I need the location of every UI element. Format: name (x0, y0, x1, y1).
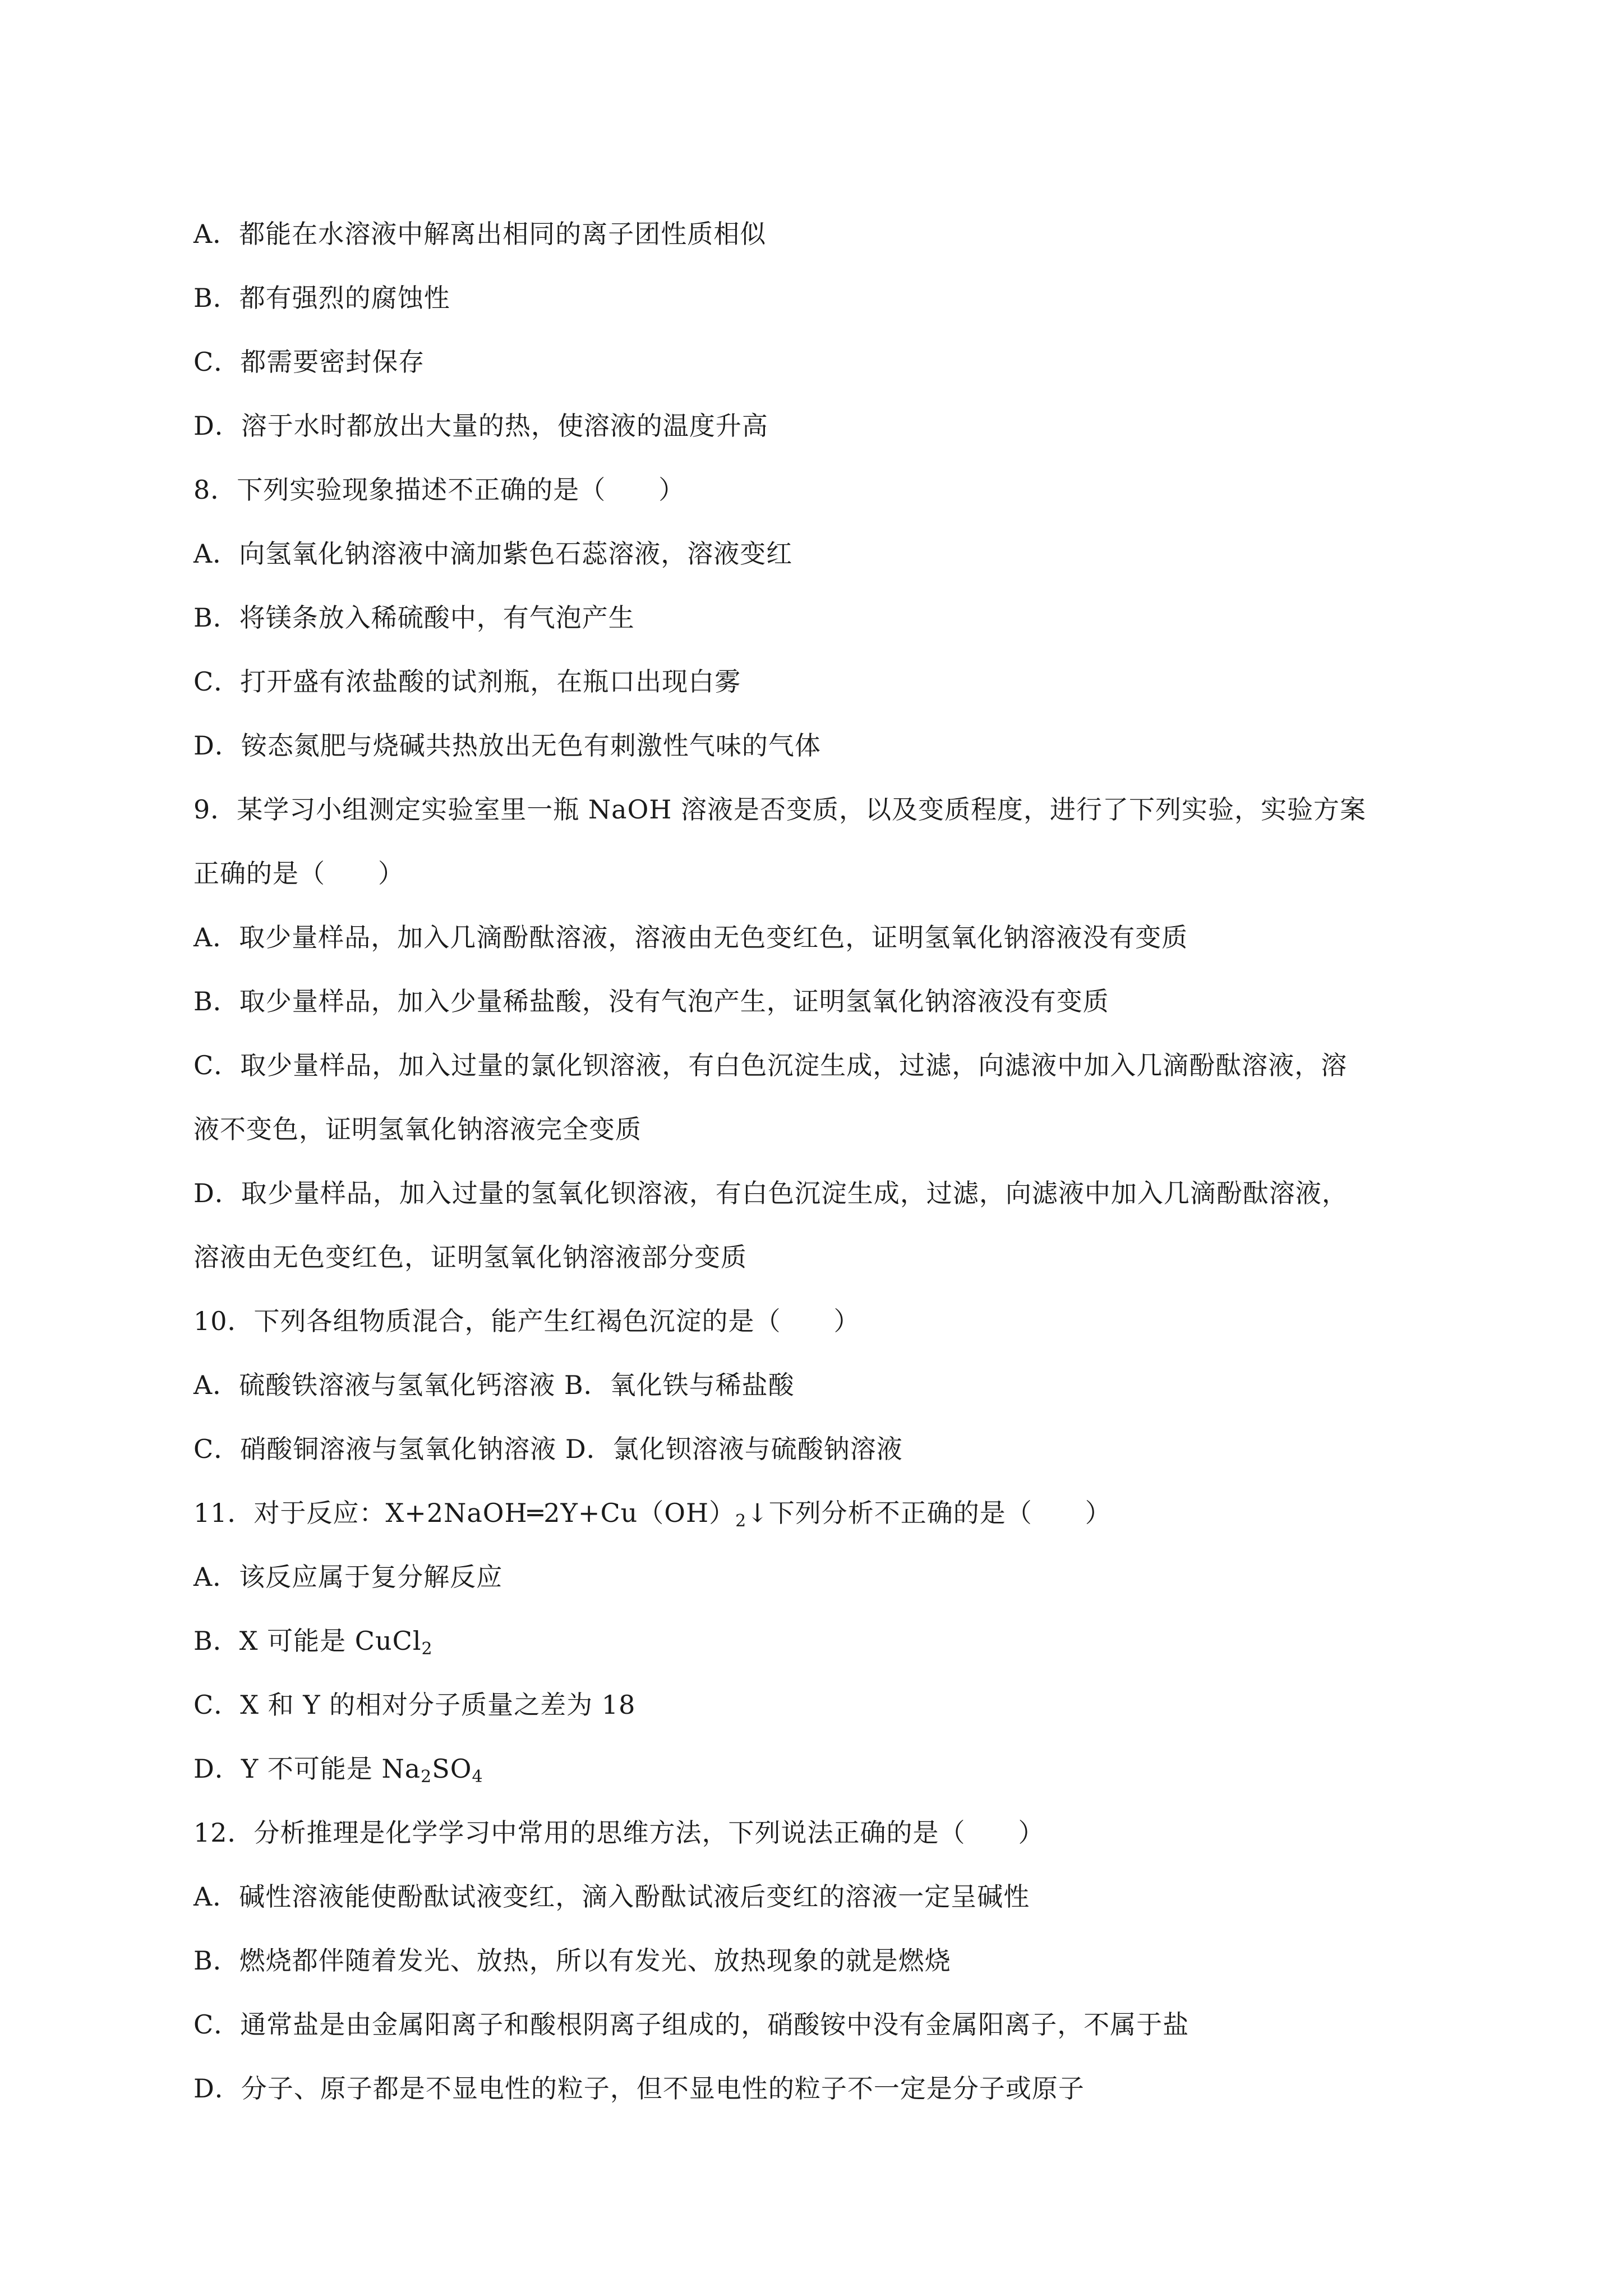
q12-option-a: A．碱性溶液能使酚酞试液变红，滴入酚酞试液后变红的溶液一定呈碱性 (193, 1881, 1030, 1912)
q9-stem-line-1: 9．某学习小组测定实验室里一瓶 NaOH 溶液是否变质，以及变质程度，进行了下列实验，实验方案 (193, 794, 1367, 825)
q12-option-c: C．通常盐是由金属阳离子和酸根阴离子组成的，硝酸铵中没有金属阳离子，不属于盐 (193, 2009, 1189, 2040)
q10-options-ab: A．硫酸铁溶液与氢氧化钙溶液 B．氧化铁与稀盐酸 (193, 1370, 795, 1400)
q8-option-a: A．向氢氧化钠溶液中滴加紫色石蕊溶液，溶液变红 (193, 539, 793, 569)
q11-stem-part-2: ↓下列分析不正确的是（ ） (746, 1498, 1112, 1528)
q12-stem: 12．分析推理是化学学习中常用的思维方法，下列说法正确的是（ ） (193, 1818, 1045, 1848)
q7-option-d: D．溶于水时都放出大量的热，使溶液的温度升高 (193, 411, 768, 441)
q9-option-a: A．取少量样品，加入几滴酚酞溶液，溶液由无色变红色，证明氢氧化钠溶液没有变质 (193, 922, 1188, 953)
q12-option-b: B．燃烧都伴随着发光、放热，所以有发光、放热现象的就是燃烧 (193, 1945, 951, 1976)
q11-option-d (193, 1737, 1461, 1801)
question-content (193, 202, 1461, 2120)
q11-option-b-subscript: 2 (421, 1639, 433, 1659)
q11-option-b-text: B．X 可能是 CuCl (193, 1626, 422, 1656)
q9-option-d-line-1: D．取少量样品，加入过量的氢氧化钡溶液，有白色沉淀生成，过滤，向滤液中加入几滴酚酞溶液， (193, 1178, 1348, 1208)
q9-option-c-line-2: 液不变色，证明氢氧化钠溶液完全变质 (193, 1114, 642, 1144)
q12-option-d: D．分子、原子都是不显电性的粒子，但不显电性的粒子不一定是分子或原子 (193, 2073, 1085, 2104)
q11-stem (193, 1481, 1461, 1545)
q8-stem: 8．下列实验现象描述不正确的是（ ） (193, 475, 685, 505)
q11-option-d-text: D．Y 不可能是 Na (193, 1754, 421, 1784)
q9-option-c-line-1: C．取少量样品，加入过量的氯化钡溶液，有白色沉淀生成，过滤，向滤液中加入几滴酚酞溶液，溶 (193, 1050, 1348, 1080)
q9-option-d-line-2: 溶液由无色变红色，证明氢氧化钠溶液部分变质 (193, 1242, 747, 1272)
q8-option-b: B．将镁条放入稀硫酸中，有气泡产生 (193, 602, 635, 633)
q11-option-d-subscript-2: 4 (472, 1767, 483, 1787)
q7-option-b: B．都有强烈的腐蚀性 (193, 283, 450, 313)
q11-option-d-text-2: SO (432, 1754, 472, 1784)
q11-stem-subscript: 2 (735, 1511, 747, 1531)
q10-stem: 10．下列各组物质混合，能产生红褐色沉淀的是（ ） (193, 1306, 860, 1336)
q10-options-cd: C．硝酸铜溶液与氢氧化钠溶液 D．氯化钡溶液与硫酸钠溶液 (193, 1434, 903, 1464)
q11-option-a: A．该反应属于复分解反应 (193, 1562, 503, 1592)
q9-option-b: B．取少量样品，加入少量稀盐酸，没有气泡产生，证明氢氧化钠溶液没有变质 (193, 986, 1109, 1016)
q9-stem-line-2: 正确的是（ ） (193, 858, 404, 889)
q11-option-d-subscript-1: 2 (421, 1767, 432, 1787)
q11-stem-part-1: 11．对于反应：X+2NaOH═2Y+Cu（OH） (193, 1498, 736, 1528)
q8-option-c: C．打开盛有浓盐酸的试剂瓶，在瓶口出现白雾 (193, 666, 741, 697)
q7-option-a: A．都能在水溶液中解离出相同的离子团性质相似 (193, 219, 767, 249)
q11-option-b (193, 1609, 1461, 1673)
q8-option-d: D．铵态氮肥与烧碱共热放出无色有刺激性气味的气体 (193, 730, 821, 761)
q11-option-c: C．X 和 Y 的相对分子质量之差为 18 (193, 1690, 636, 1720)
q7-option-c: C．都需要密封保存 (193, 347, 425, 377)
